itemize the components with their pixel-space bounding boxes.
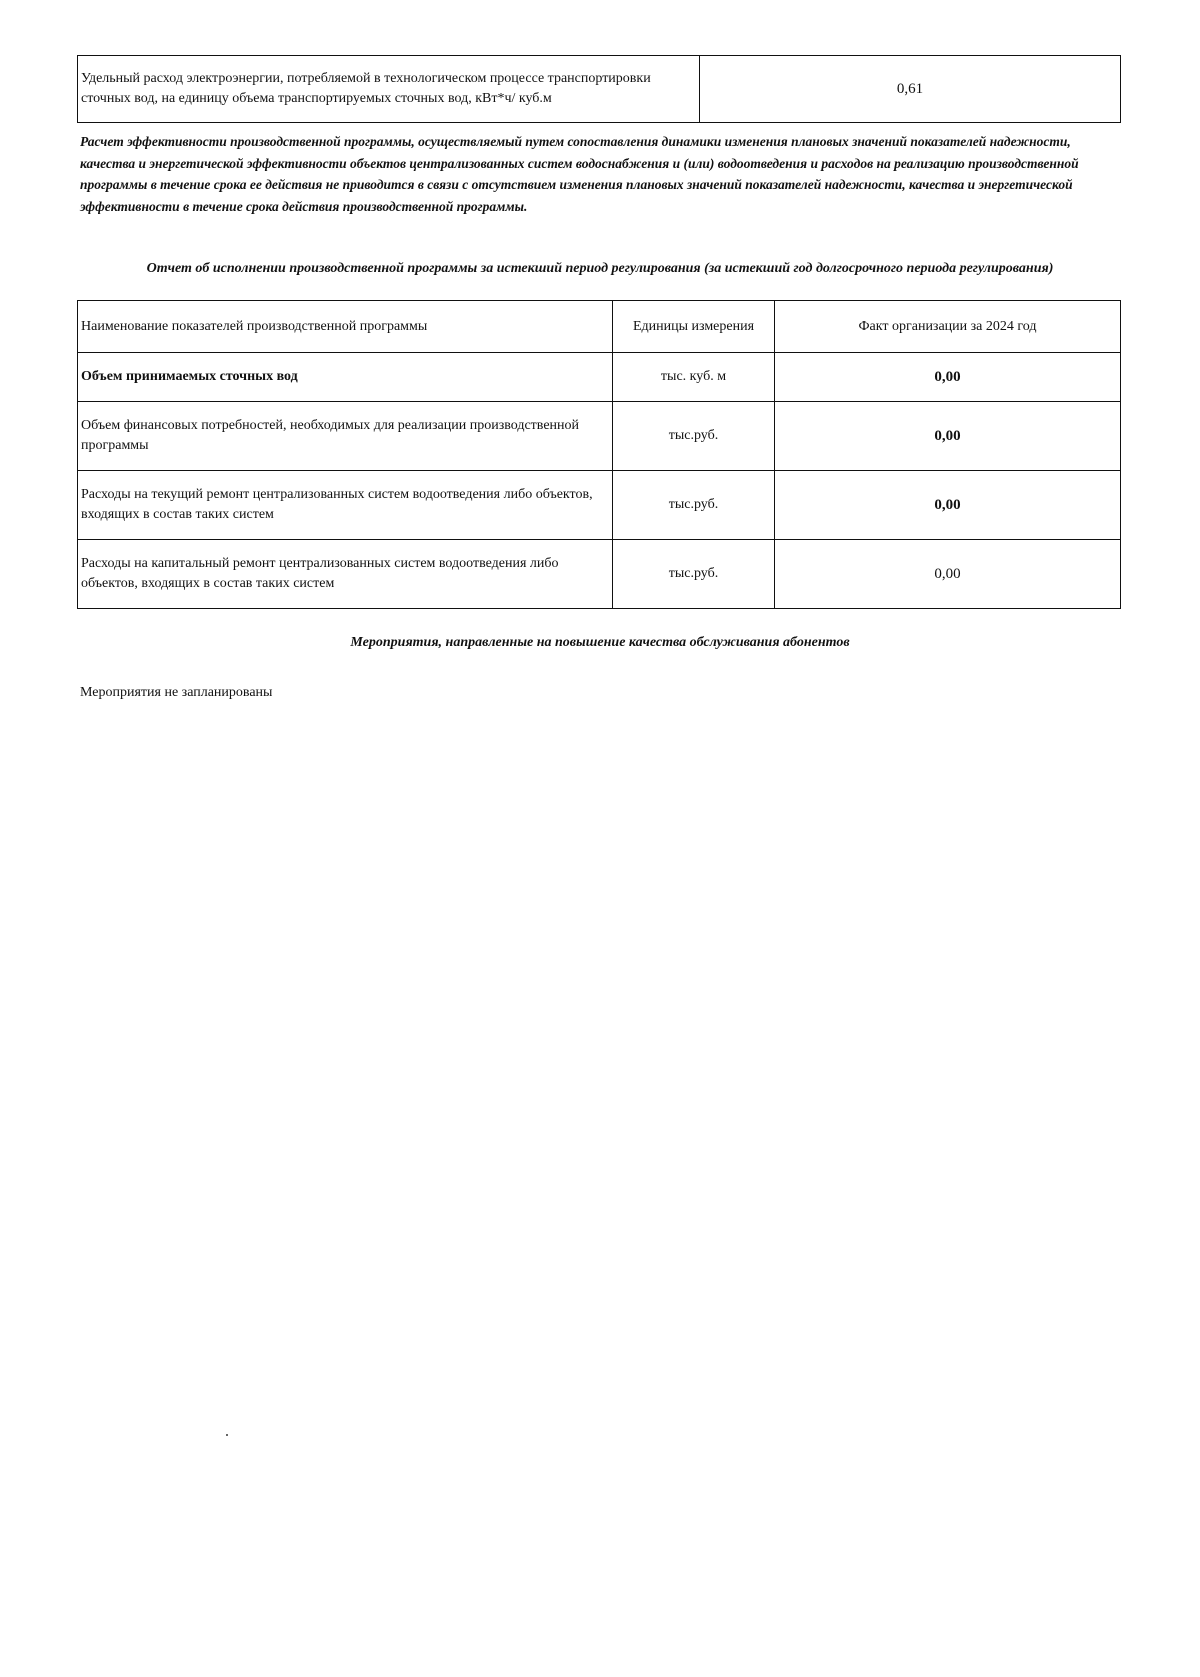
table-row [78, 540, 1121, 609]
indicator-name-cell: Удельный расход электроэнергии, потребляемой в технологическом процессе транспортировки сточных вод, на единицу объема транспортируемых сточных вод, кВт*ч/ куб.м [78, 56, 700, 123]
measures-title: Мероприятия, направленные на повышение качества обслуживания абонентов [350, 635, 850, 650]
row-value: 0,00 [775, 471, 1121, 540]
report-title: Отчет об исполнении производственной программы за истекший период регулирования (за истекший год долгосрочного периода регулирования) [146, 261, 1054, 276]
report-table [77, 300, 1121, 609]
row-unit: тыс.руб. [613, 471, 775, 540]
row-name: Расходы на капитальный ремонт централизованных систем водоотведения либо объектов, входящих в состав таких систем [78, 540, 613, 609]
table-row [78, 56, 1121, 123]
energy-consumption-table [77, 55, 1121, 123]
row-unit: тыс.руб. [613, 402, 775, 471]
efficiency-note: Расчет эффективности производственной программы, осуществляемый путем сопоставления динамики изменения плановых значений показателей надежности, качества и энергетической эффективности объектов централизованных систем водоснабжения и (или) водоотведения и расходов на реализацию производственной программы в течение срока ее действия не приводится в связи с отсутствием изменения плановых значений показателей надежности, качества и энергетической эффективности в течение срока действия производственной программы. [80, 134, 1079, 214]
row-name: Расходы на текущий ремонт централизованных систем водоотведения либо объектов, входящих в состав таких систем [78, 471, 613, 540]
row-value: 0,00 [775, 540, 1121, 609]
measures-text: Мероприятия не запланированы [80, 685, 273, 700]
header-fact: Факт организации за 2024 год [775, 301, 1121, 353]
header-unit: Единицы измерения [613, 301, 775, 353]
row-unit: тыс.руб. [613, 540, 775, 609]
row-name: Объем финансовых потребностей, необходимых для реализации производственной программы [78, 402, 613, 471]
row-value: 0,00 [775, 353, 1121, 402]
row-value: 0,00 [775, 402, 1121, 471]
table-row [78, 353, 1121, 402]
table-row [78, 402, 1121, 471]
indicator-value-cell: 0,61 [700, 56, 1121, 123]
row-name: Объем принимаемых сточных вод [78, 353, 613, 402]
header-name: Наименование показателей производственной программы [78, 301, 613, 353]
table-header-row [78, 301, 1121, 353]
table-row [78, 471, 1121, 540]
scan-speck [226, 1434, 228, 1436]
row-unit: тыс. куб. м [613, 353, 775, 402]
